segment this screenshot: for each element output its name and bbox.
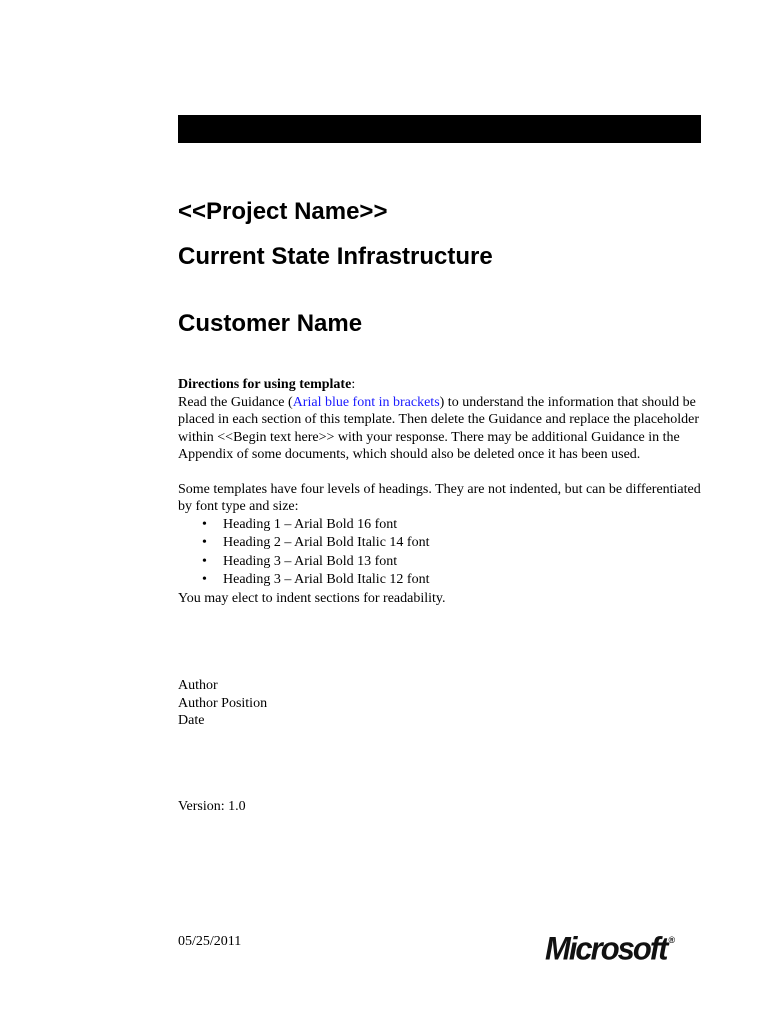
author-position: Author Position — [178, 695, 268, 711]
title-bar — [178, 115, 701, 143]
bullet-icon: • — [202, 553, 207, 569]
headings-intro: Some templates have four levels of headings. They are not indented, but can be differentiated by font type and size: — [178, 481, 701, 514]
list-item: • Heading 2 – Arial Bold Italic 14 font — [202, 534, 703, 553]
headings-list — [178, 516, 703, 590]
directions-section — [178, 376, 703, 607]
customer-name: Customer Name — [178, 310, 363, 337]
list-item: • Heading 3 – Arial Bold Italic 12 font — [202, 571, 703, 590]
bullet-icon: • — [202, 516, 207, 532]
date: Date — [178, 713, 205, 728]
footer-date: 05/25/2011 — [178, 934, 242, 949]
author-block — [178, 677, 267, 730]
list-item: • Heading 3 – Arial Bold 13 font — [202, 553, 703, 572]
directions-label: Directions for using template — [178, 377, 352, 392]
guidance-font-example: Arial blue font in brackets — [292, 394, 440, 410]
directions-label-line — [178, 376, 703, 394]
version: Version: 1.0 — [178, 799, 246, 814]
bullet-icon: • — [202, 535, 207, 550]
bullet-icon: • — [202, 572, 207, 587]
list-item: • Heading 1 – Arial Bold 16 font — [202, 516, 703, 535]
indent-note: You may elect to indent sections for readability. — [178, 590, 446, 606]
directions-text-pre: Read the Guidance ( — [178, 394, 293, 410]
directions-colon: : — [351, 377, 356, 392]
document-title: Current State Infrastructure — [178, 243, 493, 270]
author: Author — [178, 678, 218, 693]
directions-text-post: ) to understand the information that should be placed in each section of this template. Then delete the Guidance and replace the placeholder within <<Begin text here>> with your response. There may be additional Guidance in the Appendix of some documents, which should also be deleted once it has been used. — [178, 394, 700, 462]
project-name: <<Project Name>> — [178, 198, 388, 225]
microsoft-logo: Microsoft ® — [545, 930, 676, 968]
directions-paragraph — [178, 394, 703, 464]
registered-mark: ® — [668, 934, 676, 946]
